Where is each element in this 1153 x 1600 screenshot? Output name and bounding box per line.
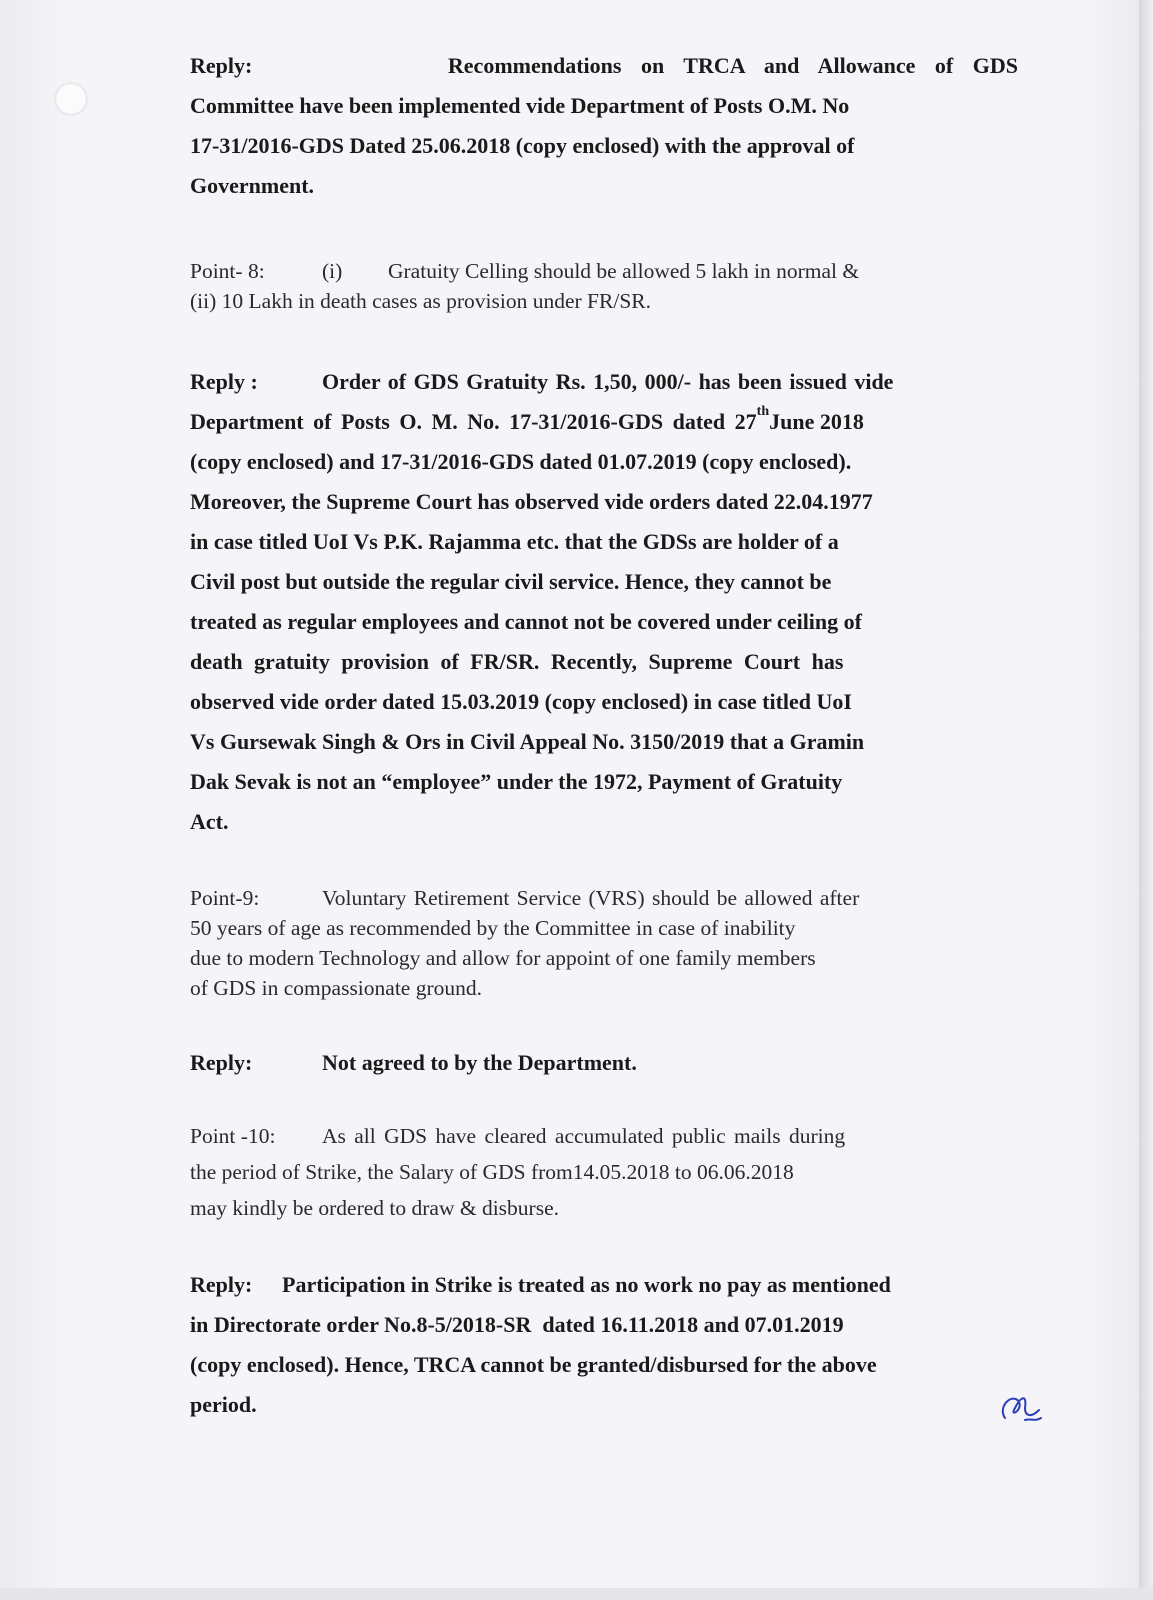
reply-1-line-2: Committee have been implemented vide Department of Posts O.M. No [190, 93, 850, 118]
reply-10-line-3: (copy enclosed). Hence, TRCA cannot be granted/disbursed for the above [190, 1352, 877, 1377]
point-9-label: Point-9: [190, 886, 260, 910]
point-9-line-2: 50 years of age as recommended by the Committee in case of inability [190, 916, 796, 940]
reply-8-line-8: death gratuity provision of FR/SR. Recently, Supreme Court has [190, 649, 844, 674]
reply-10-line-2: in Directorate order No.8-5/2018-SR dated 16.11.2018 and 07.01.2019 [190, 1312, 844, 1337]
point-10-line-1 [190, 1118, 1018, 1154]
point-8-line-1 [190, 256, 1018, 286]
reply-9-section [190, 1043, 1018, 1083]
point-9-line-1 [190, 883, 1018, 913]
reply-8-line-5: in case titled UoI Vs P.K. Rajamma etc. that the GDSs are holder of a [190, 529, 839, 554]
reply-8-label: Reply : [190, 369, 258, 394]
reply-9-text-1: Not agreed to by the Department. [322, 1050, 637, 1075]
reply-8-line-6: Civil post but outside the regular civil service. Hence, they cannot be [190, 569, 832, 594]
reply-1-line-3: 17-31/2016-GDS Dated 25.06.2018 (copy enclosed) with the approval of [190, 133, 855, 158]
reply-10-line-1 [190, 1265, 1018, 1305]
point-8-section [190, 256, 1018, 316]
point-9-text-1: Voluntary Retirement Service (VRS) should be allowed after [322, 886, 860, 910]
point-9-line-4: of GDS in compassionate ground. [190, 976, 483, 1000]
handwritten-initials [995, 1388, 1045, 1428]
reply-1-line-4: Government. [190, 173, 315, 198]
page-edge-shadow [1139, 0, 1153, 1600]
reply-1-text-1: Recommendations on TRCA and Allowance of GDS [447, 53, 1018, 78]
point-8-label: Point- 8: [190, 259, 265, 283]
reply-1-section [190, 46, 1018, 206]
reply-8-line-3: (copy enclosed) and 17-31/2016-GDS dated 01.07.2019 (copy enclosed). [190, 449, 852, 474]
point-10-section [190, 1118, 1018, 1226]
reply-8-text-2b: June 2018 [769, 409, 864, 434]
punch-hole [56, 84, 86, 114]
reply-8-line-12: Act. [190, 809, 229, 834]
point-8-line-2: (ii) 10 Lakh in death cases as provision under FR/SR. [190, 289, 651, 313]
reply-1-line-1 [190, 46, 1018, 86]
point-10-line-2: the period of Strike, the Salary of GDS from14.05.2018 to 06.06.2018 [190, 1160, 794, 1184]
reply-1-label: Reply: [190, 53, 253, 78]
reply-10-text-1: Participation in Strike is treated as no work no pay as mentioned [282, 1272, 891, 1297]
reply-8-text-2a: Department of Posts O. M. No. 17-31/2016-GDS dated 27 [190, 409, 757, 434]
reply-9-line-1 [190, 1043, 1018, 1083]
point-8-text-1: Gratuity Celling should be allowed 5 lakh in normal & [388, 259, 860, 283]
reply-8-line-9: observed vide order dated 15.03.2019 (copy enclosed) in case titled UoI [190, 689, 852, 714]
point-10-text-1: As all GDS have cleared accumulated public mails during [322, 1124, 846, 1148]
reply-8-section [190, 362, 1018, 842]
point-9-line-3: due to modern Technology and allow for appoint of one family members [190, 946, 816, 970]
reply-8-line-10: Vs Gursewak Singh & Ors in Civil Appeal No. 3150/2019 that a Gramin [190, 729, 865, 754]
reply-9-label: Reply: [190, 1050, 253, 1075]
reply-8-line-4: Moreover, the Supreme Court has observed vide orders dated 22.04.1977 [190, 489, 873, 514]
page-bottom-edge [0, 1588, 1153, 1600]
reply-10-line-4: period. [190, 1392, 257, 1417]
point-10-line-3: may kindly be ordered to draw & disburse. [190, 1196, 559, 1220]
reply-8-text-1: Order of GDS Gratuity Rs. 1,50, 000/- has been issued vide [322, 369, 894, 394]
reply-8-line-11: Dak Sevak is not an “employee” under the 1972, Payment of Gratuity [190, 769, 843, 794]
reply-10-label: Reply: [190, 1272, 253, 1297]
point-10-label: Point -10: [190, 1124, 276, 1148]
reply-8-superscript: th [756, 404, 770, 419]
reply-8-line-1 [190, 362, 1018, 402]
point-8-sub-i: (i) [322, 259, 343, 283]
reply-10-section [190, 1265, 1018, 1425]
reply-8-line-2 [190, 402, 1018, 442]
point-9-section [190, 883, 1018, 1003]
reply-8-line-7: treated as regular employees and cannot not be covered under ceiling of [190, 609, 862, 634]
